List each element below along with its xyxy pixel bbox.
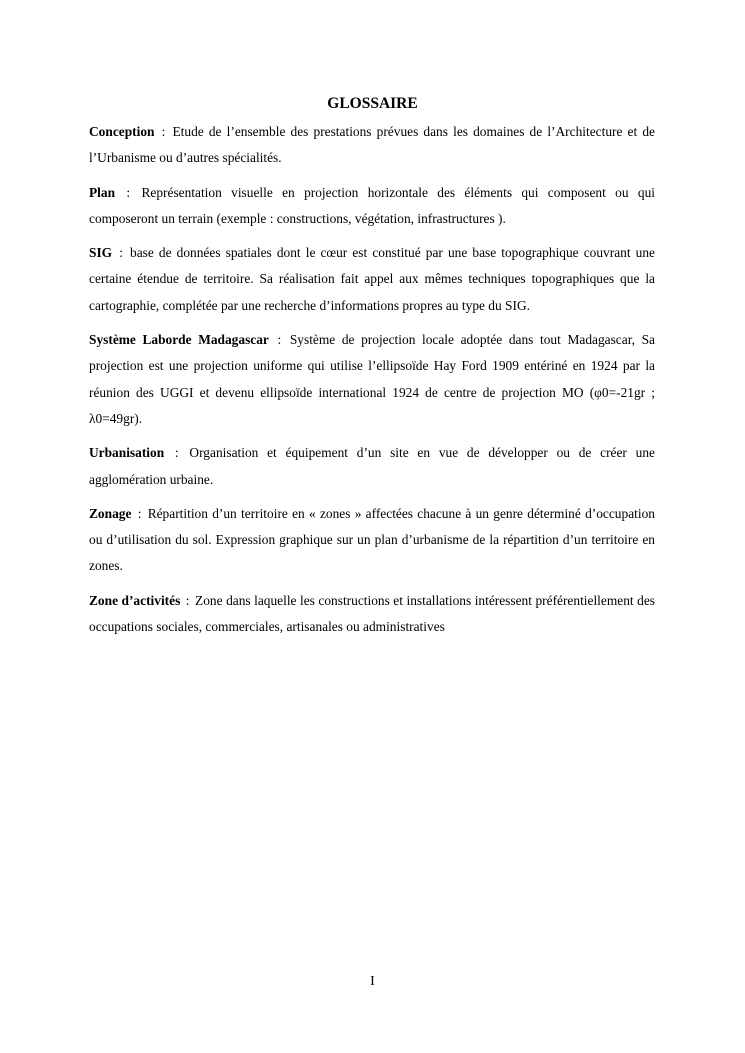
glossary-term: Zone d’activités <box>89 592 181 608</box>
glossary-definition: Représentation visuelle en projection horizontale des éléments qui composent ou qui composeront un terrain (exemple : constructions, végétation, infrastructures ). <box>89 184 655 226</box>
glossary-separator: : <box>161 124 166 139</box>
glossary-term: Plan <box>89 184 116 200</box>
glossary-separator: : <box>137 505 142 521</box>
glossary-separator: : <box>119 245 123 261</box>
glossary-term: Système Laborde Madagascar <box>89 332 269 348</box>
glossary-term: SIG <box>89 245 113 261</box>
glossary-list <box>89 119 655 648</box>
page-title: GLOSSAIRE <box>327 95 418 112</box>
glossary-definition: Zone dans laquelle les constructions et installations intéressent préférentiellement des occupations sociales, commerciales, artisanales ou administratives <box>89 592 655 635</box>
glossary-entry-conception <box>89 119 655 172</box>
glossary-separator: : <box>277 332 282 348</box>
glossary-entry-zonage <box>89 501 655 580</box>
glossary-term: Conception <box>89 124 155 139</box>
glossary-separator: : <box>185 592 190 608</box>
glossary-separator: : <box>174 445 179 461</box>
glossary-entry-zone-activites <box>89 588 655 641</box>
glossary-definition: Etude de l’ensemble des prestations prévues dans les domaines de l’Architecture et de l’Urbanisme ou d’autres spécialités. <box>89 124 655 166</box>
glossary-definition: Répartition d’un territoire en « zones » affectées chacune à un genre déterminé d’occupation ou d’utilisation du sol. Expression graphique sur un plan d’urbanisme de la répartition d’un territoire en zones. <box>89 505 655 574</box>
glossary-term: Urbanisation <box>89 445 165 461</box>
glossary-entry-sig <box>89 240 655 319</box>
glossary-separator: : <box>126 184 131 200</box>
glossary-definition: Organisation et équipement d’un site en vue de développer ou de créer une agglomération urbaine. <box>89 445 655 487</box>
glossary-term: Zonage <box>89 505 132 521</box>
glossary-definition: Système de projection locale adoptée dans tout Madagascar, Sa projection est une projection uniforme qui utilise l’ellipsoïde Hay Ford 1909 entériné en 1924 par la réunion des UGGI et devenu ellipsoïde international 1924 de centre de projection MO (φ0=-21gr ; λ0=49gr). <box>89 332 655 426</box>
glossary-entry-systeme-laborde <box>89 327 655 432</box>
glossary-entry-plan <box>89 180 655 233</box>
page-number: I <box>370 974 375 989</box>
glossary-entry-urbanisation <box>89 440 655 493</box>
glossary-definition: base de données spatiales dont le cœur est constitué par une base topographique couvrant une certaine étendue de territoire. Sa réalisation fait appel aux mêmes techniques topographiques que la cartographie, complétée par une recherche d’informations propres au type du SIG. <box>89 245 655 313</box>
